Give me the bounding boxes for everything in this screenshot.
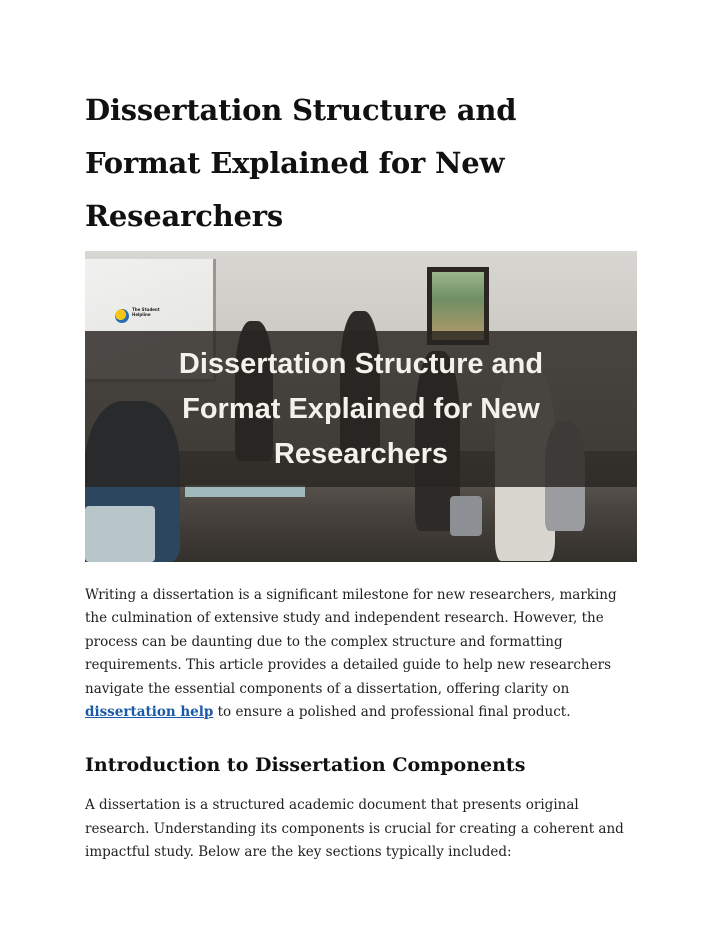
lightbulb-logo-icon: [115, 309, 129, 323]
student-chair: [85, 506, 155, 562]
hero-image: [85, 251, 637, 562]
section-heading: Introduction to Dissertation Components: [85, 754, 526, 777]
hero-overlay-title: Dissertation Structure and Format Explained for New Researchers: [178, 347, 544, 470]
intro-text-after-link: to ensure a polished and professional final product.: [213, 704, 571, 721]
dissertation-help-link[interactable]: dissertation help: [85, 704, 214, 721]
section-paragraph: A dissertation is a structured academic document that presents original research. Understanding its components is crucial for creating a coherent and impactful study. Below are the key sections typically included:: [85, 797, 624, 861]
intro-paragraph: [85, 584, 638, 724]
painting-canvas: [432, 272, 484, 340]
page-title: Dissertation Structure and Format Explained for New Researchers: [85, 93, 517, 233]
intro-text-before-link: Writing a dissertation is a significant milestone for new researchers, marking the culmination of extensive study and independent research. However, the process can be daunting due to the complex structure and formatting requirements. This article provides a detailed guide to help new researchers navigate the essential components of a dissertation, offering clarity on: [85, 587, 617, 697]
article-content: [85, 84, 638, 865]
student-chair: [450, 496, 482, 536]
hero-title-band: [85, 331, 637, 487]
student-helpline-logo: [115, 307, 160, 327]
logo-text: The Student Helpline: [132, 307, 160, 317]
